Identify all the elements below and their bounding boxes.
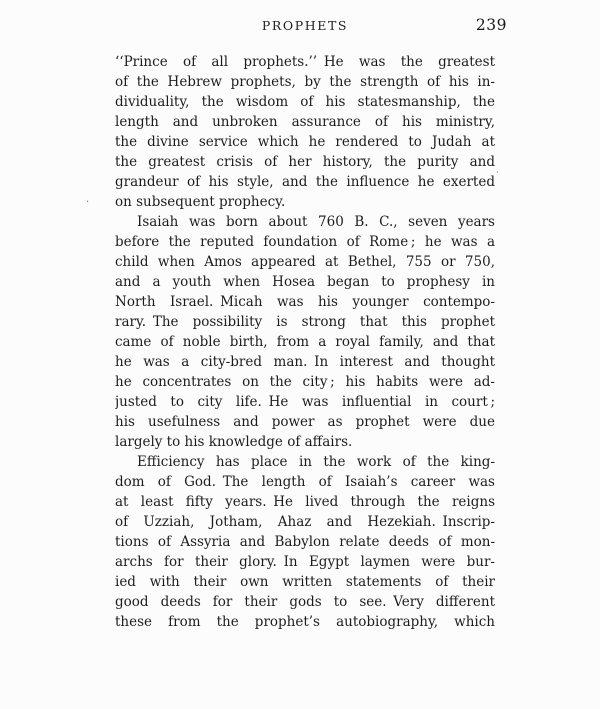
page-header <box>115 16 507 36</box>
text-line: of Uzziah, Jotham, Ahaz and Hezekiah. Inscrip- <box>115 514 495 530</box>
page-number: 239 <box>475 16 507 34</box>
paragraph-3 <box>115 452 495 632</box>
text-line: Efficiency has place in the work of the king- <box>137 454 495 470</box>
text-line: these from the prophet’s autobiography, which <box>115 614 495 630</box>
text-line: justed to city life. He was influential in court ; <box>115 394 495 410</box>
text-line: the divine service which he rendered to Judah at <box>115 134 495 150</box>
text-line: child when Amos appeared at Bethel, 755 or 750, <box>115 254 495 270</box>
text-line: North Israel. Micah was his younger contempo- <box>115 294 495 310</box>
paragraph-2 <box>115 212 495 452</box>
text-line: his usefulness and power as prophet were due <box>115 414 495 430</box>
text-line: grandeur of his style, and the influence he exerted <box>115 174 495 190</box>
text-line: Isaiah was born about 760 B. C., seven years <box>137 214 495 230</box>
running-title: PROPHETS <box>261 18 349 33</box>
text-line: before the reputed foundation of Rome ; he was a <box>115 234 495 250</box>
text-line: he concentrates on the city ; his habits were ad- <box>115 374 495 390</box>
text-line: largely to his knowledge of affairs. <box>115 434 353 450</box>
text-line: he was a city-bred man. In interest and thought <box>115 354 495 370</box>
scan-artifact-dot: . <box>86 194 90 205</box>
text-line: ‘‘Prince of all prophets.’’ He was the greatest <box>115 54 495 70</box>
text-line: the greatest crisis of her history, the purity and <box>115 154 495 170</box>
text-line: dividuality, the wisdom of his statesmanship, the <box>115 94 495 110</box>
body-text <box>115 52 495 632</box>
text-line: of the Hebrew prophets, by the strength of his in- <box>115 74 495 90</box>
text-line: ied with their own written statements of their <box>115 574 495 590</box>
scan-artifact-tick: ’ <box>496 170 499 179</box>
text-line: dom of God. The length of Isaiah’s career was <box>115 474 495 490</box>
text-line: on subsequent prophecy. <box>115 194 286 210</box>
text-line: length and unbroken assurance of his ministry, <box>115 114 495 130</box>
text-line: came of noble birth, from a royal family, and that <box>115 334 495 350</box>
text-line: rary. The possibility is strong that this prophet <box>115 314 495 330</box>
text-line: and a youth when Hosea began to prophesy in <box>115 274 495 290</box>
paragraph-1 <box>115 52 495 212</box>
text-line: tions of Assyria and Babylon relate deeds of mon- <box>115 534 495 550</box>
text-line: archs for their glory. In Egypt laymen were bur- <box>115 554 495 570</box>
text-line: good deeds for their gods to see. Very different <box>115 594 495 610</box>
text-line: at least fifty years. He lived through the reigns <box>115 494 495 510</box>
